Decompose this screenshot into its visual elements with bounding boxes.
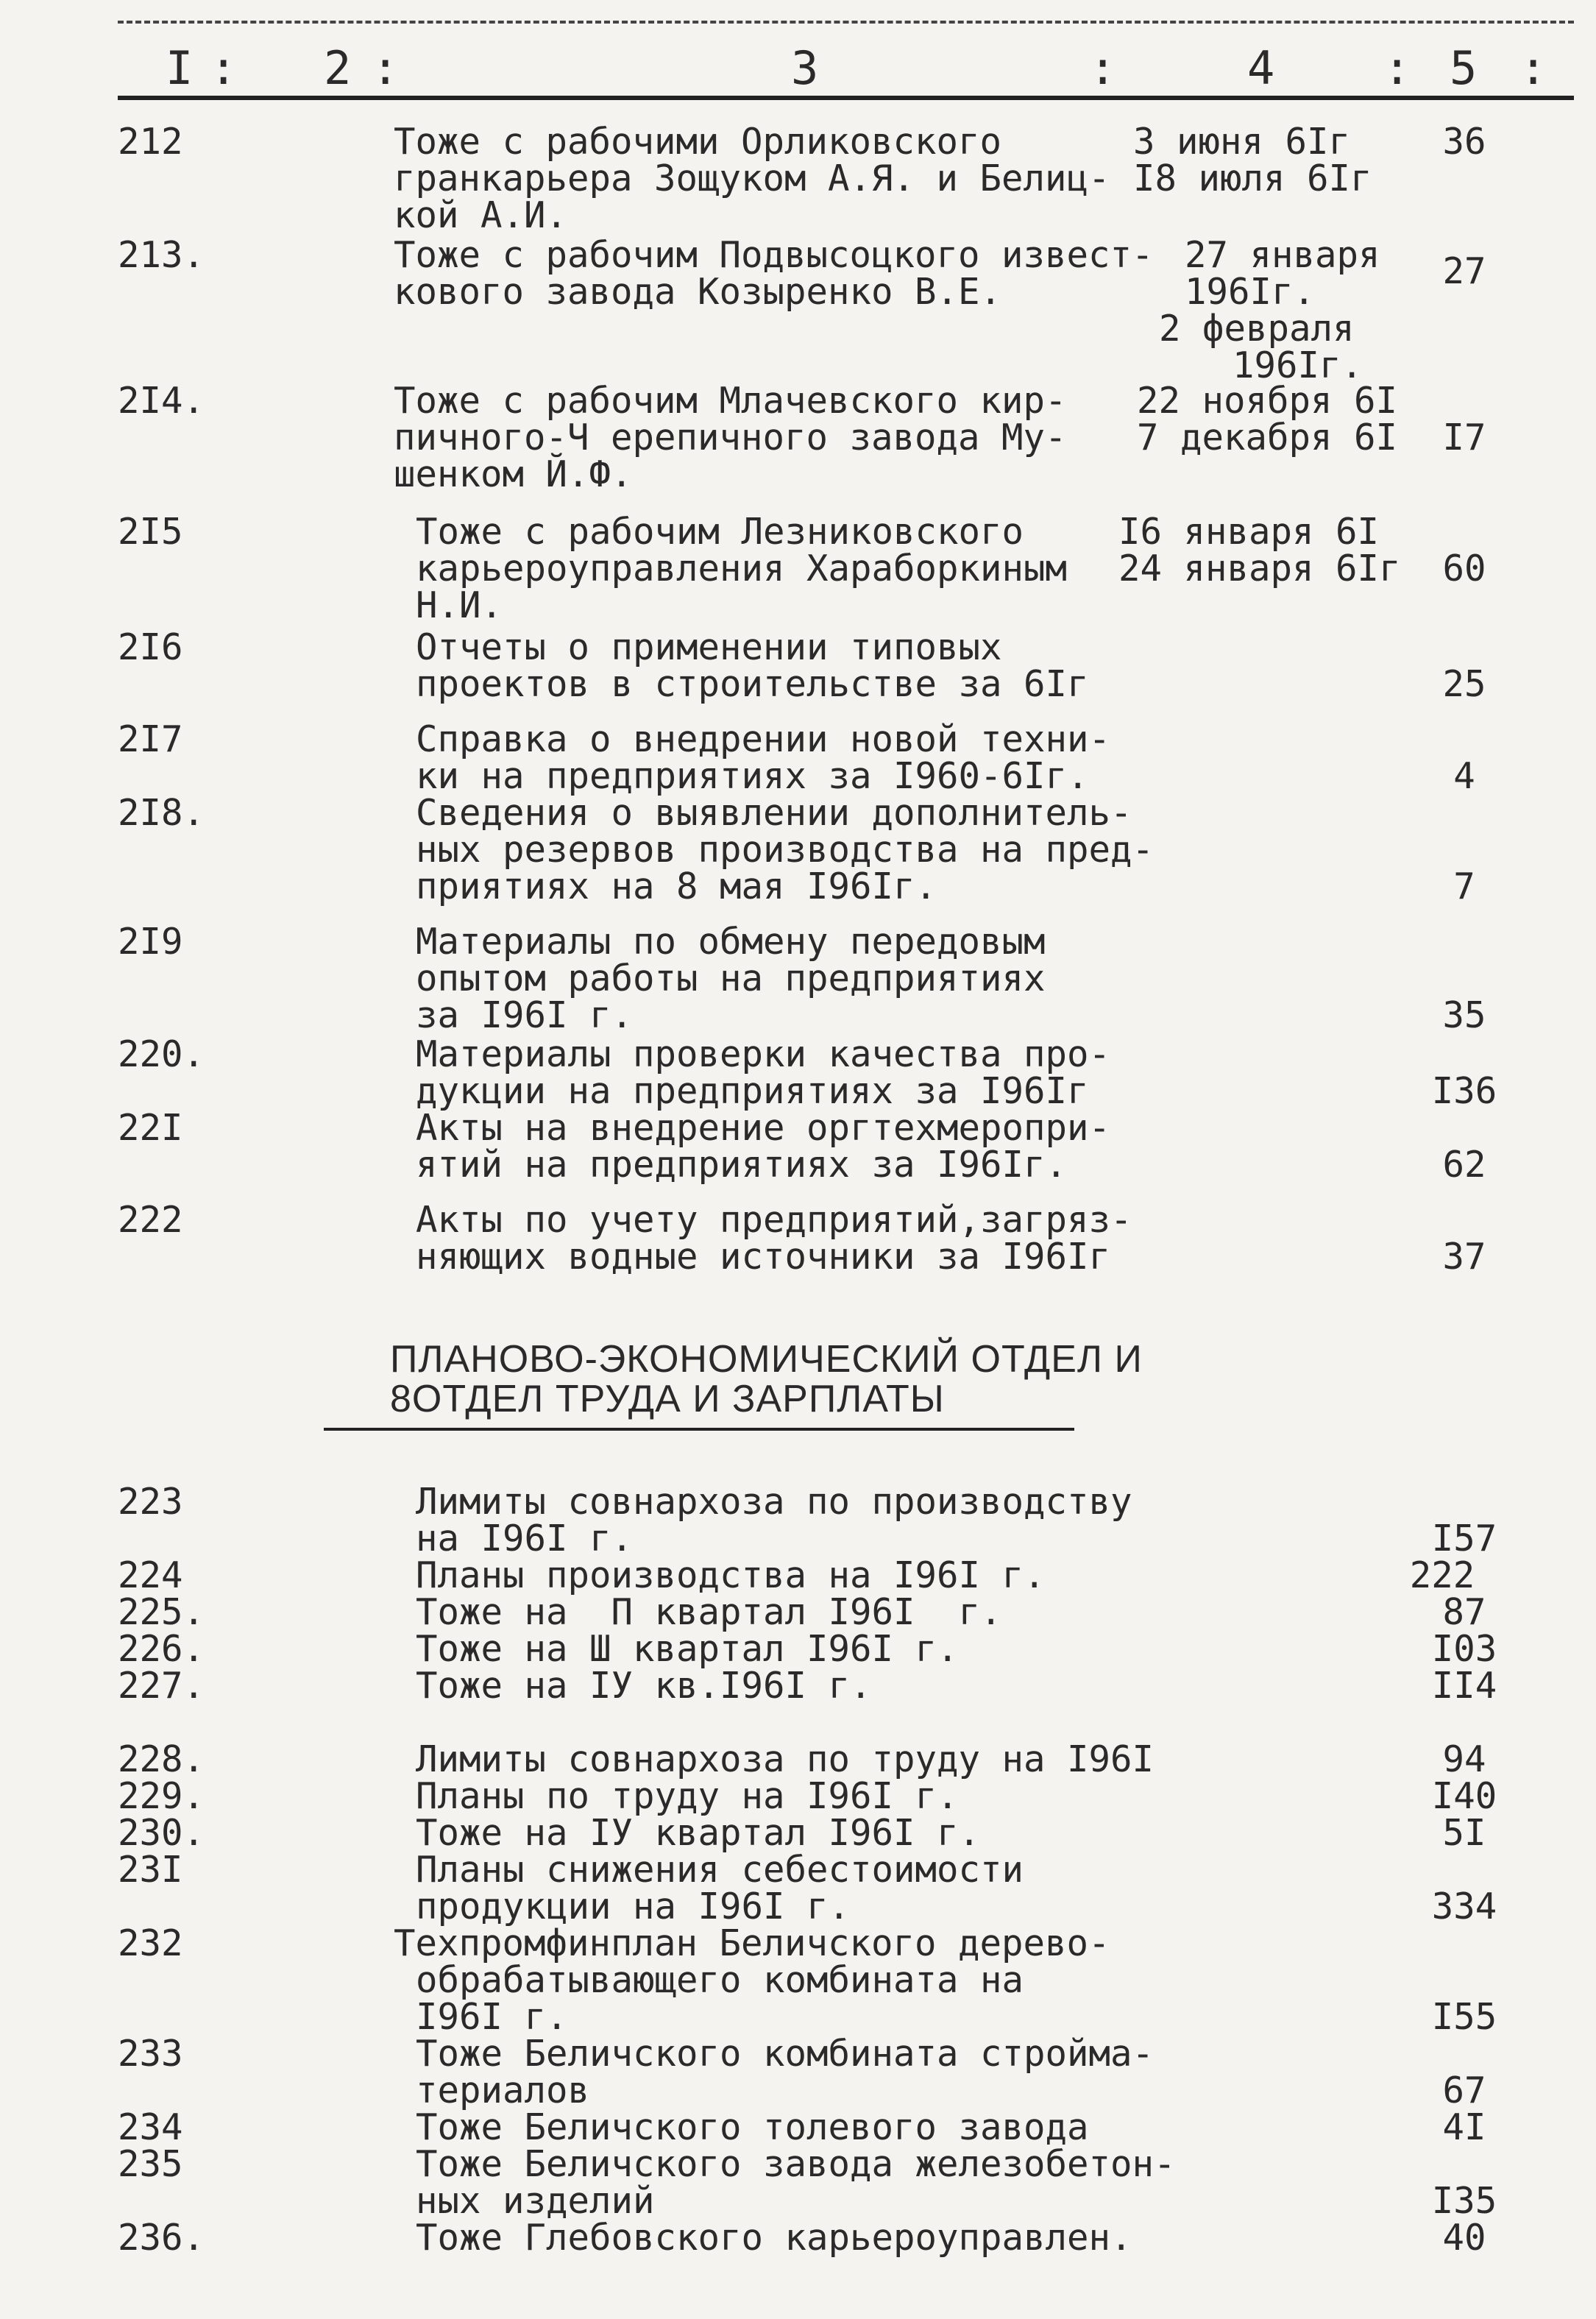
entry-number: 228. xyxy=(118,1738,205,1780)
entry-date: 3 июня 6Iг xyxy=(1133,121,1351,163)
entry-sheet-count: 334 xyxy=(1431,1886,1497,1927)
entry-title-line: Н.И. xyxy=(416,584,503,626)
entry-number: 2I4. xyxy=(118,380,205,422)
entry-date: 196Iг. xyxy=(1185,271,1316,313)
entry-title-line: гранкарьера Зощуком А.Я. и Белиц- xyxy=(394,157,1110,199)
entry-number: 2I6 xyxy=(118,626,183,668)
entry-number: 22I xyxy=(118,1107,183,1149)
entry-number: 234 xyxy=(118,2106,183,2148)
entry-sheet-count: 60 xyxy=(1442,548,1486,590)
entry-title-line: териалов xyxy=(416,2070,590,2111)
entry-number: 225. xyxy=(118,1591,205,1633)
entry-sheet-count: I36 xyxy=(1431,1070,1497,1112)
entry-number: 2I5 xyxy=(118,511,183,553)
entry-title-line: Акты на внедрение оргтехмеропри- xyxy=(416,1107,1111,1149)
entry-title-line: за I96I г. xyxy=(416,994,634,1036)
entry-title-line: пичного-Ч ерепичного завода Му- xyxy=(394,417,1067,459)
entry-number: 224 xyxy=(118,1554,183,1596)
entry-title-line: Тоже с рабочими Орликовского xyxy=(394,121,1002,163)
column-header-1: I xyxy=(166,41,194,95)
section-heading xyxy=(390,1339,1143,1419)
entry-title-line: приятиях на 8 мая I96Iг. xyxy=(416,865,937,907)
entry-title-line: ных изделий xyxy=(416,2180,655,2222)
entry-number: 213. xyxy=(118,234,205,276)
entry-title-line: кового завода Козыренко В.Е. xyxy=(394,271,1002,313)
entry-sheet-count: 37 xyxy=(1442,1236,1486,1278)
entry-sheet-count: 87 xyxy=(1442,1591,1486,1633)
entry-date: 27 января xyxy=(1185,234,1380,276)
entry-number: 2I8. xyxy=(118,792,205,834)
entry-title-line: дукции на предприятиях за I96Iг xyxy=(416,1070,1089,1112)
entry-number: 222 xyxy=(118,1199,183,1241)
entry-number: 233 xyxy=(118,2033,183,2075)
entry-sheet-count: 7 xyxy=(1453,865,1475,907)
entry-title-line: кой А.И. xyxy=(394,194,568,236)
entry-date: I6 января 6I xyxy=(1118,511,1380,553)
column-header-4: 4 xyxy=(1247,41,1275,95)
entry-sheet-count: 222 xyxy=(1409,1554,1475,1596)
entry-number: 23I xyxy=(118,1849,183,1891)
entry-title-line: Материалы по обмену передовым xyxy=(416,921,1046,963)
entry-title-line: I96I г. xyxy=(416,1996,568,2038)
column-header-3: 3 xyxy=(791,41,819,95)
entry-title-line: проектов в строительстве за 6Iг xyxy=(416,663,1089,705)
entry-title-line: Тоже с рабочим Млачевского кир- xyxy=(394,380,1067,422)
entry-title-line: Лимиты совнархоза по производству xyxy=(416,1481,1132,1523)
entry-title-line: ки на предприятиях за I960-6Iг. xyxy=(416,755,1089,797)
entry-title-line: опытом работы на предприятиях xyxy=(416,957,1046,999)
entry-sheet-count: II4 xyxy=(1431,1665,1497,1707)
entry-title-line: ятий на предприятиях за I96Iг. xyxy=(416,1144,1068,1186)
entry-sheet-count: 25 xyxy=(1442,663,1486,705)
entry-title-line: обрабатывающего комбината на xyxy=(416,1959,1024,2001)
entry-title-line: Сведения о выявлении дополнитель- xyxy=(416,792,1132,834)
entry-title-line: Материалы проверки качества про- xyxy=(416,1033,1111,1075)
entry-title-line: Техпромфинплан Беличского дерево- xyxy=(394,1922,1110,1964)
entry-sheet-count: I7 xyxy=(1442,417,1486,459)
section-heading-underline xyxy=(324,1428,1074,1431)
entry-title-line: Тоже Беличского завода железобетон- xyxy=(416,2143,1176,2185)
entry-sheet-count: 5I xyxy=(1442,1812,1486,1854)
entry-title-line: Тоже Беличского толевого завода xyxy=(416,2106,1089,2148)
entry-number: 2I9 xyxy=(118,921,183,963)
entry-sheet-count: 67 xyxy=(1442,2070,1486,2111)
top-dashed-rule xyxy=(118,21,1574,24)
entry-title-line: Тоже на П квартал I96I г. xyxy=(416,1591,1002,1633)
entry-number: 226. xyxy=(118,1628,205,1670)
entry-title-line: Тоже с рабочим Лезниковского xyxy=(416,511,1024,553)
entry-date: 22 ноября 6I xyxy=(1137,380,1398,422)
column-header-sep: : xyxy=(372,41,400,95)
entry-title-line: Планы производства на I96I г. xyxy=(416,1554,1046,1596)
entry-title-line: Тоже Беличского комбината стройма- xyxy=(416,2033,1155,2075)
entry-number: 236. xyxy=(118,2217,205,2259)
entry-date: 7 декабря 6I xyxy=(1137,417,1398,459)
entry-number: 223 xyxy=(118,1481,183,1523)
entry-sheet-count: 62 xyxy=(1442,1144,1486,1186)
entry-title-line: Отчеты о применении типовых xyxy=(416,626,1002,668)
entry-title-line: няющих водные источники за I96Iг xyxy=(416,1236,1111,1278)
entry-title-line: Лимиты совнархоза по труду на I96I xyxy=(416,1738,1155,1780)
entry-number: 220. xyxy=(118,1033,205,1075)
entry-sheet-count: I40 xyxy=(1431,1775,1497,1817)
column-header-2: 2 xyxy=(324,41,352,95)
entry-sheet-count: 36 xyxy=(1442,121,1486,163)
column-header-sep: : xyxy=(1519,41,1547,95)
column-header-sep: : xyxy=(1089,41,1117,95)
entry-date: 24 января 6Iг xyxy=(1118,548,1401,590)
entry-title-line: на I96I г. xyxy=(416,1518,634,1559)
entry-sheet-count: 27 xyxy=(1442,250,1486,292)
entry-sheet-count: I35 xyxy=(1431,2180,1497,2222)
header-rule xyxy=(118,96,1574,100)
entry-title-line: продукции на I96I г. xyxy=(416,1886,851,1927)
entry-date: I8 июля 6Iг xyxy=(1133,157,1372,199)
entry-title-line: Тоже на IУ кв.I96I г. xyxy=(416,1665,872,1707)
entry-number: 212 xyxy=(118,121,183,163)
entry-title-line: Тоже с рабочим Подвысоцкого извест- xyxy=(394,234,1154,276)
entry-title-line: Тоже на Ш квартал I96I г. xyxy=(416,1628,959,1670)
entry-sheet-count: 35 xyxy=(1442,994,1486,1036)
entry-number: 229. xyxy=(118,1775,205,1817)
entry-title-line: Планы по труду на I96I г. xyxy=(416,1775,959,1817)
section-heading-line: ПЛАНОВО-ЭКОНОМИЧЕСКИЙ ОТДЕЛ И xyxy=(390,1338,1143,1381)
entry-sheet-count: 40 xyxy=(1442,2217,1486,2259)
entry-title-line: шенком Й.Ф. xyxy=(394,453,633,495)
entry-sheet-count: 94 xyxy=(1442,1738,1486,1780)
entry-date: 2 февраля xyxy=(1159,308,1355,350)
entry-number: 227. xyxy=(118,1665,205,1707)
column-header-row xyxy=(0,35,1596,102)
entry-title-line: ных резервов производства на пред- xyxy=(416,829,1155,871)
column-header-sep: : xyxy=(1383,41,1411,95)
entry-title-line: Планы снижения себестоимости xyxy=(416,1849,1024,1891)
entry-title-line: Тоже на IУ квартал I96I г. xyxy=(416,1812,981,1854)
entry-title-line: Тоже Глебовского карьероуправлен. xyxy=(416,2217,1132,2259)
entry-title-line: Акты по учету предприятий,загряз- xyxy=(416,1199,1132,1241)
entry-title-line: карьероуправления Хараборкиным xyxy=(416,548,1068,590)
column-header-sep: : xyxy=(210,41,238,95)
entry-sheet-count: I57 xyxy=(1431,1518,1497,1559)
entry-sheet-count: 4I xyxy=(1442,2106,1486,2148)
entry-title-line: Справка о внедрении новой техни- xyxy=(416,718,1111,760)
entry-number: 232 xyxy=(118,1922,183,1964)
entry-sheet-count: I55 xyxy=(1431,1996,1497,2038)
entry-number: 230. xyxy=(118,1812,205,1854)
entry-date: 196Iг. xyxy=(1233,344,1363,386)
entry-sheet-count: I03 xyxy=(1431,1628,1497,1670)
column-header-5: 5 xyxy=(1450,41,1478,95)
entry-number: 2I7 xyxy=(118,718,183,760)
entry-sheet-count: 4 xyxy=(1453,755,1475,797)
entry-number: 235 xyxy=(118,2143,183,2185)
section-heading-line: 8ОТДЕЛ ТРУДА И ЗАРПЛАТЫ xyxy=(390,1378,945,1420)
